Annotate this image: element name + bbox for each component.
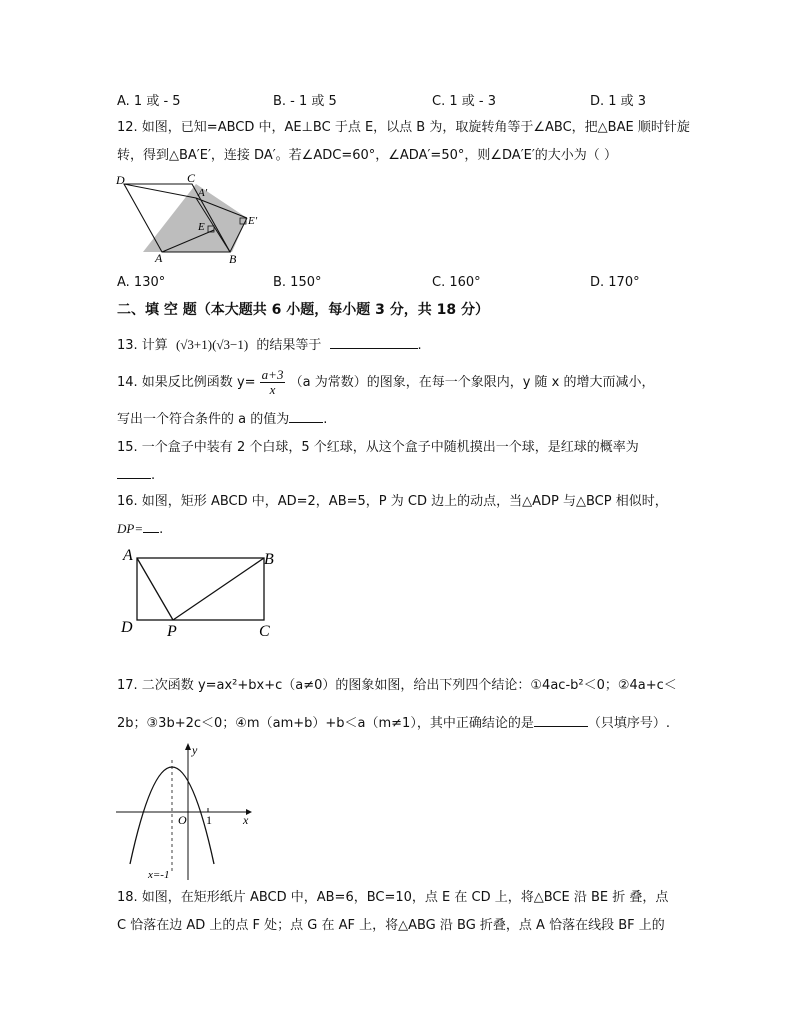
q18-line1: 18. 如图，在矩形纸片 ABCD 中，AB=6，BC=10，点 E 在 CD 上，将△BCE 沿 BE 折 叠，点 xyxy=(117,890,669,905)
q16-rectangle xyxy=(137,558,264,620)
q12-line2: 转，得到△BA′E′，连接 DA′。若∠ADC=60°，∠ADA′=50°，则∠DA′E′的大小为（ ） xyxy=(117,148,617,163)
q14-line2: 写出一个符合条件的 a 的值为 . xyxy=(117,412,328,427)
q16-label-a: A xyxy=(123,547,133,564)
q13-expression: (√3+1)(√3−1) xyxy=(175,337,249,352)
q16-label-c: C xyxy=(259,623,270,640)
q12-label-a-prime: A′ xyxy=(198,187,208,199)
q17-answer-blank xyxy=(534,714,588,727)
q12-option-a: A. 130° xyxy=(117,275,166,290)
q17-label-x: x xyxy=(243,813,249,827)
q11-option-d: D. 1 或 3 xyxy=(590,94,647,109)
q12-option-c: C. 160° xyxy=(432,275,481,290)
q11-option-a: A. 1 或 - 5 xyxy=(117,94,181,109)
q13: 13. 计算 (√3+1)(√3−1) 的结果等于 . xyxy=(117,337,422,353)
q16-label-b: B xyxy=(264,551,274,568)
q14-prefix: 14. 如果反比例函数 y= xyxy=(117,375,256,390)
q18-line2: C 恰落在边 AD 上的点 F 处；点 G 在 AF 上，将△ABG 沿 BG 折叠，点 A 恰落在线段 BF 上的 xyxy=(117,918,665,933)
q17-label-origin: O xyxy=(178,813,187,827)
q16-dp-label: DP= xyxy=(117,521,144,536)
q13-answer-blank xyxy=(330,336,418,349)
q12-label-e-prime: E′ xyxy=(248,215,258,227)
q16-answer-blank xyxy=(143,520,159,533)
q14-suffix: （a 为常数）的图象，在每一个象限内，y 随 x 的增大而减小， xyxy=(289,375,655,390)
q17-line2 xyxy=(117,714,670,732)
q12-label-b: B xyxy=(229,252,237,266)
q14-fraction xyxy=(260,368,286,397)
q15-answer-blank xyxy=(117,466,151,479)
q17-label-one: 1 xyxy=(206,813,212,827)
q17-label-y: y xyxy=(192,743,198,757)
q14-fraction-numerator: a+3 xyxy=(261,367,284,382)
q14-fraction-denominator: x xyxy=(269,382,276,397)
q16-line2: DP= . xyxy=(117,521,164,537)
q13-suffix: 的结果等于 xyxy=(256,338,322,353)
q14-line1 xyxy=(117,366,654,400)
q16-segment-bp xyxy=(173,558,264,620)
q16-label-p: P xyxy=(167,623,177,640)
q15-line1: 15. 一个盒子中装有 2 个白球，5 个红球，从这个盒子中随机摸出一个球，是红球的概率为 xyxy=(117,440,639,455)
q13-prefix: 13. 计算 xyxy=(117,338,168,353)
q12-label-e: E xyxy=(198,221,205,233)
q17-parabola-graph xyxy=(112,740,262,882)
q12-option-d: D. 170° xyxy=(590,275,640,290)
q12-line1: 12. 如图，已知=ABCD 中，AE⊥BC 于点 E，以点 B 为，取旋转角等于∠ABC，把△BAE 顺时针旋 xyxy=(117,120,690,135)
q17-line2-suffix: （只填序号）. xyxy=(587,716,670,731)
q14-answer-blank xyxy=(289,410,323,423)
q12-segment-da xyxy=(124,184,196,198)
q16-rectangle-figure xyxy=(115,542,285,642)
q12-shaded-region xyxy=(143,184,247,252)
q12-label-a: A xyxy=(155,251,163,265)
q12-parallelogram-figure xyxy=(110,168,270,268)
q14-line2-text: 写出一个符合条件的 a 的值为 xyxy=(117,412,290,427)
q17-y-axis-arrow xyxy=(185,743,191,750)
section-2-heading: 二、填 空 题（本大题共 6 小题，每小题 3 分，共 18 分） xyxy=(117,302,489,318)
q11-option-b: B. - 1 或 5 xyxy=(273,94,337,109)
q17-line2-text: 2b；③3b+2c＜0；④m（am+b）+b＜a（m≠1），其中正确结论的是 xyxy=(117,716,534,731)
q16-line1: 16. 如图，矩形 ABCD 中，AD=2，AB=5，P 为 CD 边上的动点，当△ADP 与△BCP 相似时， xyxy=(117,494,668,509)
q12-option-b: B. 150° xyxy=(273,275,322,290)
q17-line1: 17. 二次函数 y=ax²+bx+c（a≠0）的图象如图，给出下列四个结论：①4ac-b²＜0；②4a+c＜ xyxy=(117,678,677,693)
q16-segment-ap xyxy=(137,558,173,620)
q16-label-d: D xyxy=(121,619,133,636)
q12-label-d: D xyxy=(116,173,125,187)
q15-line2: . xyxy=(117,466,155,484)
q12-label-c: C xyxy=(187,171,196,185)
q17-label-symmetry-axis: x=-1 xyxy=(148,869,170,881)
q11-option-c: C. 1 或 - 3 xyxy=(432,94,496,109)
